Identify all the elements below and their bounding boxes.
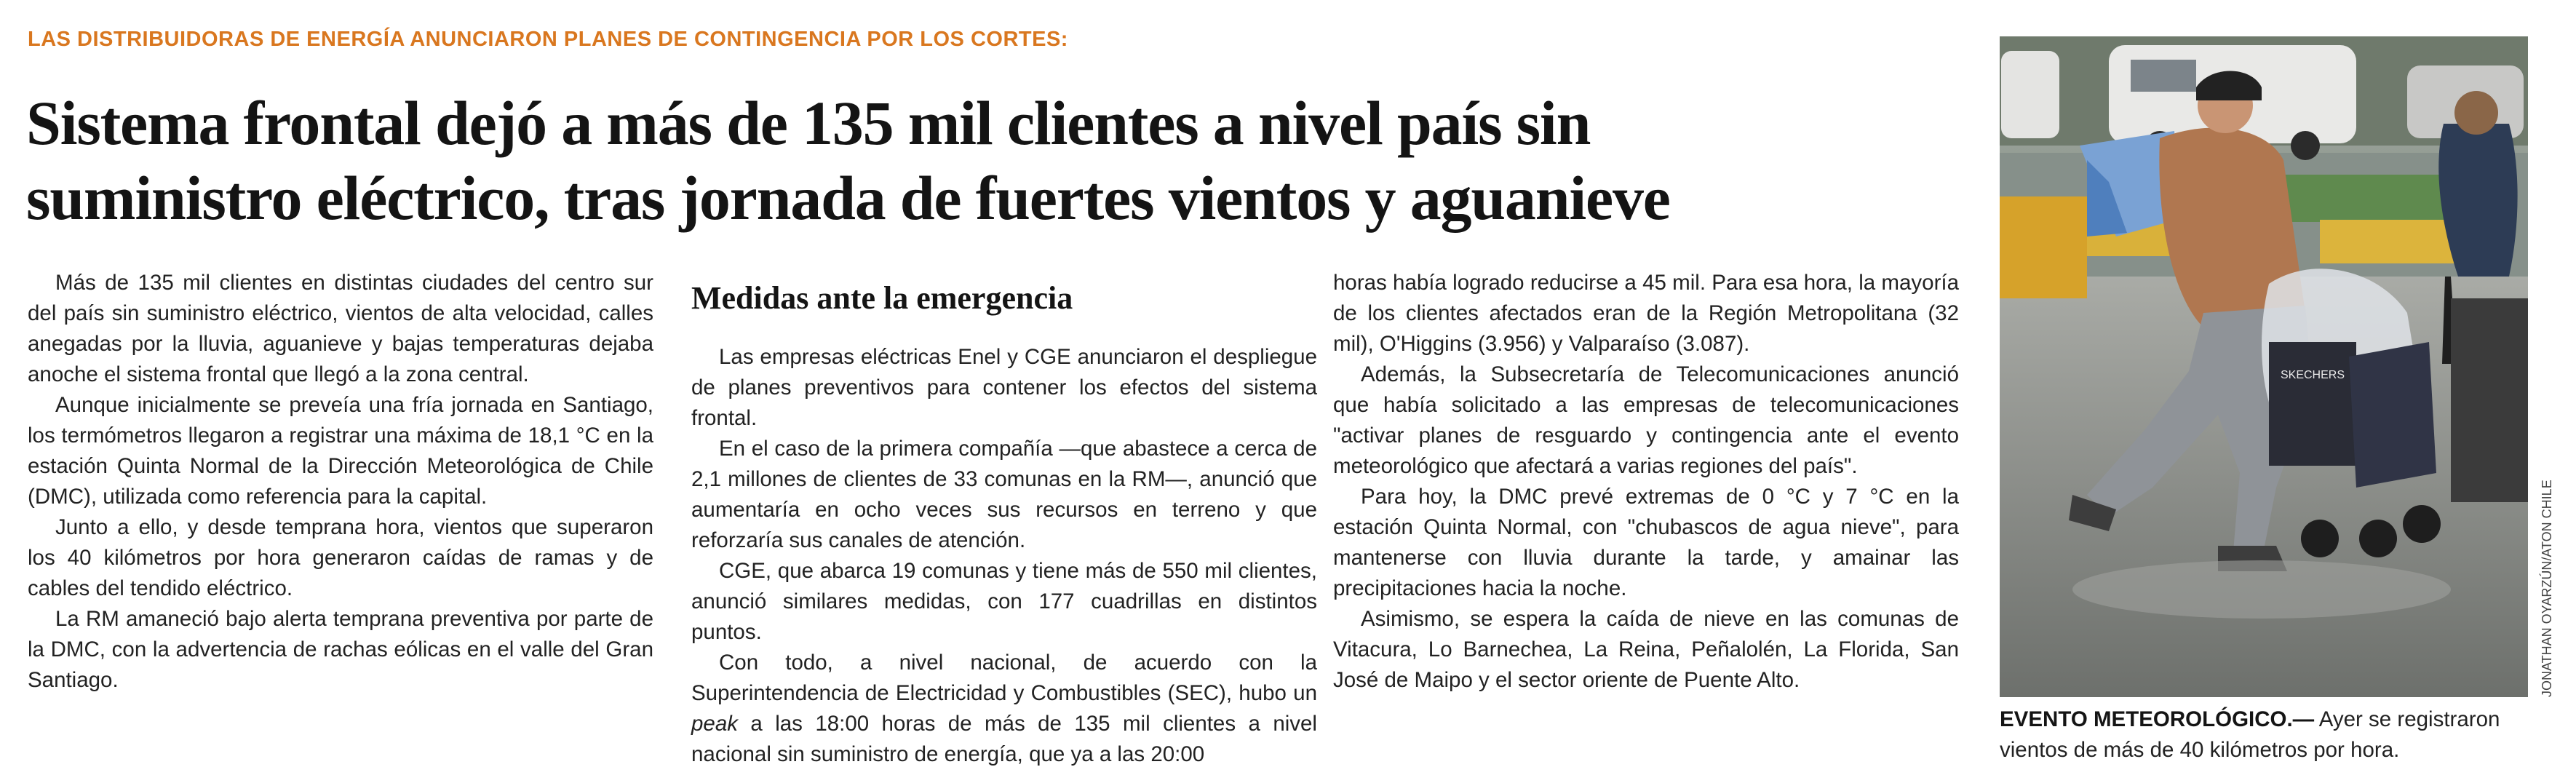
bag-logo: SKECHERS xyxy=(2280,369,2345,381)
photo-illustration xyxy=(2000,36,2528,697)
trolley xyxy=(2349,342,2436,488)
news-photo xyxy=(2000,36,2528,697)
article-column-3 xyxy=(1333,268,1959,696)
paragraph: Además, la Subsecretaría de Telecomunicaciones anunció que había solicitado a las empresas de telecomunicaciones "activar planes de resguardo y contingencia ante el evento meteorológico que afectará a varias regiones del país". xyxy=(1333,362,1959,478)
italic-word: peak xyxy=(691,712,738,736)
caption-text: Ayer se registraron vientos de más de 40 kilómetros por hora. xyxy=(2000,707,2500,762)
pedestrian-head xyxy=(2454,91,2498,135)
headline-line-2: suministro eléctrico, tras jornada de fuertes vientos y aguanieve xyxy=(26,163,1670,233)
paragraph: horas había logrado reducirse a 45 mil. Para esa hora, la mayoría de los clientes afectados eran de la Región Metropolitana (32 mil), O'Higgins (3.956) y Valparaíso (3.087). xyxy=(1333,271,1959,356)
paragraph: Para hoy, la DMC prevé extremas de 0 °C y 7 °C en la estación Quinta Normal, con "chubascos de agua nieve", para mantenerse con lluvia durante la tarde, y amainar las precipitaciones hacia la noche. xyxy=(1333,485,1959,600)
photo-caption xyxy=(2000,704,2528,766)
section-subhead: Medidas ante la emergencia xyxy=(691,280,1073,316)
headline-line-1: Sistema frontal dejó a más de 135 mil clientes a nivel país sin xyxy=(26,88,1591,158)
headline xyxy=(26,86,1962,236)
paragraph: La RM amaneció bajo alerta temprana preventiva por parte de la DMC, con la advertencia de rachas eólicas en el valle del Gran Santiago. xyxy=(28,607,653,692)
paragraph: En el caso de la primera compañía —que abastece a cerca de 2,1 millones de clientes de 33 comunas en la RM—, anunció que aumentaría en ocho veces sus recursos en terreno y que reforzaría sus canales de atención. xyxy=(691,437,1317,552)
paragraph: Las empresas eléctricas Enel y CGE anunciaron el despliegue de planes preventivos para contener los efectos del sistema frontal. xyxy=(691,345,1317,430)
article-column-2 xyxy=(691,268,1317,770)
car-left xyxy=(2001,51,2059,138)
paragraph xyxy=(691,648,1317,770)
kicker: LAS DISTRIBUIDORAS DE ENERGÍA ANUNCIARON PLANES DE CONTINGENCIA POR LOS CORTES: xyxy=(28,28,1068,51)
yellow-barrier xyxy=(2000,196,2087,298)
paragraph-text: Con todo, a nivel nacional, de acuerdo con la Superintendencia de Electricidad y Combustibles (SEC), hubo un xyxy=(691,651,1317,705)
paragraph: Junto a ello, y desde temprana hora, vientos que superaron los 40 kilómetros por hora generaron caídas de ramas y de cables del tendido eléctrico. xyxy=(28,515,653,600)
photo-credit: JONATHAN OYARZÚN/ATON CHILE xyxy=(2540,480,2554,697)
wheel xyxy=(2359,520,2397,557)
paragraph: CGE, que abarca 19 comunas y tiene más de 550 mil clientes, anunció similares medidas, con 177 cuadrillas en distintos puntos. xyxy=(691,559,1317,644)
reflection xyxy=(2072,560,2451,619)
wheel xyxy=(2403,505,2441,543)
paragraph-text: a las 18:00 horas de más de 135 mil clientes a nivel nacional sin suministro de energía, que ya a las 20:00 xyxy=(691,712,1317,766)
shopping-bag xyxy=(2269,342,2356,466)
wheel xyxy=(2301,520,2339,557)
pillar xyxy=(2451,298,2528,502)
caption-lead: EVENTO METEOROLÓGICO.— xyxy=(2000,707,2315,731)
paragraph: Asimismo, se espera la caída de nieve en las comunas de Vitacura, Lo Barnechea, La Reina, Peñalolén, La Florida, San José de Maipo y el sector oriente de Puente Alto. xyxy=(1333,607,1959,692)
paragraph: Más de 135 mil clientes en distintas ciudades del centro sur del país sin suministro eléctrico, vientos de alta velocidad, calles anegadas por la lluvia, aguanieve y bajas temperaturas dejaba anoche el sistema frontal que llegó a la zona central. xyxy=(28,271,653,386)
article-column-1 xyxy=(28,268,653,696)
paragraph: Aunque inicialmente se preveía una fría jornada en Santiago, los termómetros llegaron a registrar una máxima de 18,1 °C en la estación Quinta Normal de la Dirección Meteorológica de Chile (DMC), utilizada como referencia para la capital. xyxy=(28,393,653,509)
